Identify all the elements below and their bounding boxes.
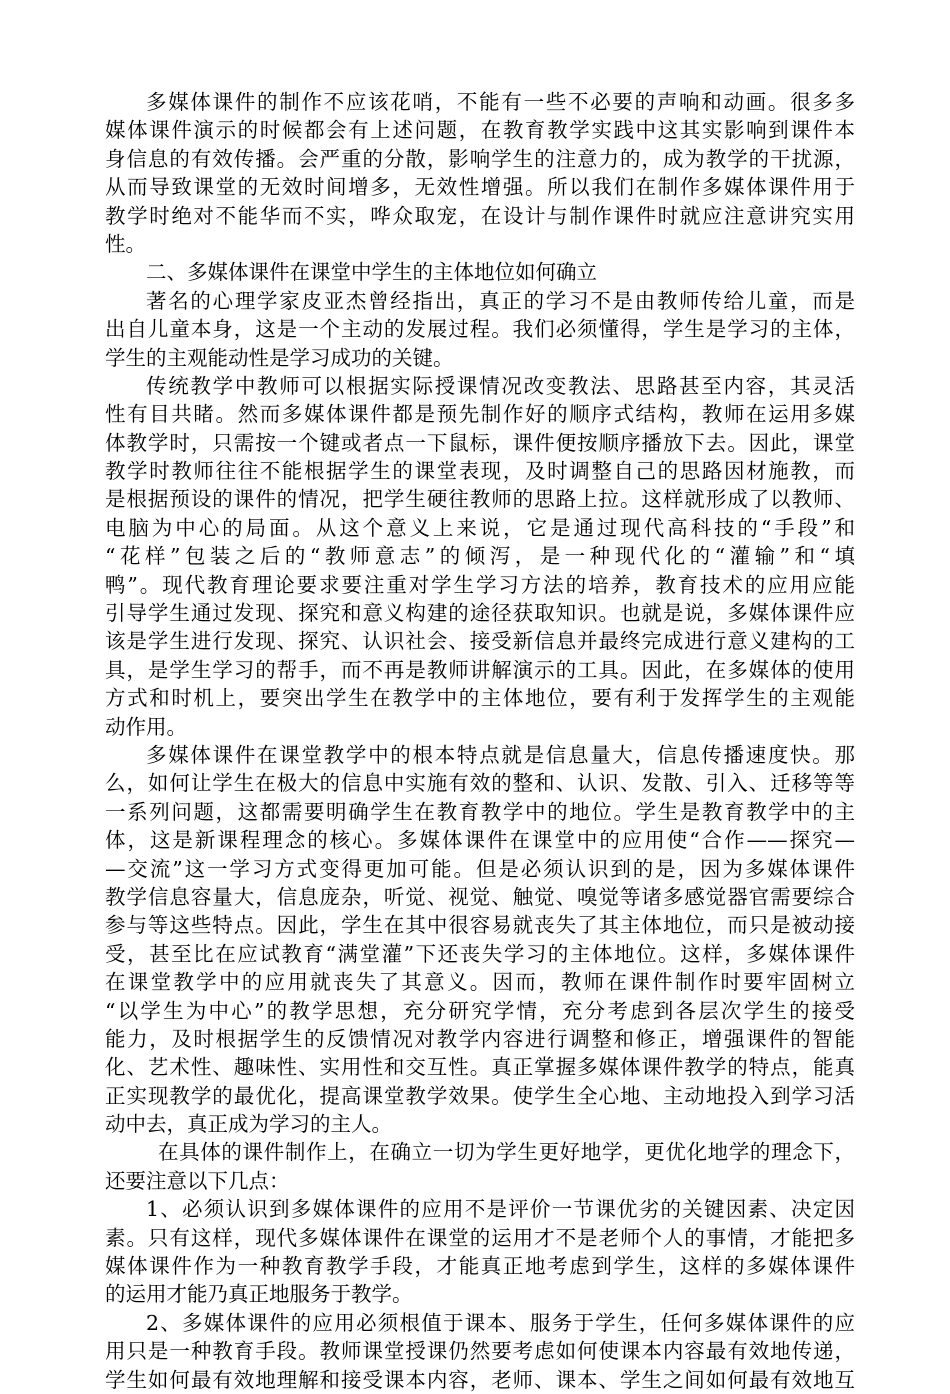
text-line: 该是学生进行发现、探究、认识社会、接受新信息并最终完成进行意义建构的工	[105, 629, 855, 654]
paragraph-information-volume	[105, 741, 855, 1138]
text-line: 体教学时，只需按一个键或者点一下鼠标，课件便按顺序播放下去。因此，课堂	[105, 430, 855, 455]
text-line: 媒体课件作为一种教育教学手段，才能真正地考虑到学生，这样的多媒体课件	[105, 1254, 855, 1279]
text-line: 媒体课件演示的时候都会有上述问题，在教育教学实践中这其实影响到课件本	[105, 118, 855, 143]
paragraph-points-intro	[105, 1138, 855, 1195]
text-line: 引导学生通过发现、探究和意义构建的途径获取知识。也就是说，多媒体课件应	[105, 601, 855, 626]
text-line: 身信息的有效传播。会严重的分散，影响学生的注意力的，成为教学的干扰源，	[105, 146, 855, 171]
paragraph-traditional-teaching	[105, 372, 855, 741]
text-line: —交流”这一学习方式变得更加可能。但是必须认识到的是，因为多媒体课件	[105, 856, 855, 881]
text-line: 出自儿童本身，这是一个主动的发展过程。我们必须懂得，学生是学习的主体，	[105, 317, 855, 342]
text-line: 在具体的课件制作上，在确立一切为学生更好地学，更优化地学的理念下，	[158, 1140, 855, 1165]
text-line: 从而导致课堂的无效时间增多，无效性增强。所以我们在制作多媒体课件用于	[105, 175, 855, 200]
text-line: “以学生为中心”的教学思想，充分研究学情，充分考虑到各层次学生的接受	[105, 998, 855, 1023]
text-line: 教学信息容量大，信息庞杂，听觉、视觉、触觉、嗅觉等诸多感觉器官需要综合	[105, 884, 855, 909]
text-line: 一系列问题，这都需要明确学生在教育教学中的地位。学生是教育教学中的主	[105, 799, 855, 824]
text-line: 2、多媒体课件的应用必须根值于课本、服务于学生，任何多媒体课件的应	[146, 1310, 855, 1335]
text-line: 具，是学生学习的帮手，而不再是教师讲解演示的工具。因此，在多媒体的使用	[105, 657, 855, 682]
text-line: 性。	[105, 231, 146, 256]
section-heading	[105, 258, 855, 286]
text-line: 教学时教师往往不能根据学生的课堂表现，及时调整自己的思路因材施教，而	[105, 459, 855, 484]
heading-line: 二、多媒体课件在课堂中学生的主体地位如何确立	[146, 260, 597, 285]
text-line: 受，甚至比在应试教育“满堂灌”下还丧失学习的主体地位。这样，多媒体课件	[105, 941, 855, 966]
text-line: 多媒体课件的制作不应该花哨，不能有一些不必要的声响和动画。很多多	[146, 90, 855, 114]
text-line: 动中去，真正成为学习的主人。	[105, 1112, 392, 1137]
text-line: 方式和时机上，要突出学生在教学中的主体地位，要有利于发挥学生的主观能	[105, 686, 855, 711]
text-line: “花样”包装之后的“教师意志”的倾泻，是一种现代化的“灌输”和“填	[105, 544, 855, 569]
text-line: 鸭”。现代教育理论要求要注重对学生学习方法的培养，教育技术的应用应能	[105, 572, 855, 597]
text-line: 参与等这些特点。因此，学生在其中很容易就丧失了其主体地位，而只是被动接	[105, 913, 855, 938]
text-line: 在课堂教学中的应用就丧失了其意义。因而，教师在课件制作时要牢固树立	[105, 970, 855, 995]
text-line: 著名的心理学家皮亚杰曾经指出，真正的学习不是由教师传给儿童，而是	[146, 288, 855, 313]
text-line: 动作用。	[105, 714, 187, 739]
text-line: 性有目共睹。然而多媒体课件都是预先制作好的顺序式结构，教师在运用多媒	[105, 402, 855, 427]
text-line: 的运用才能乃真正地服务于教学。	[105, 1282, 413, 1307]
text-line: 能力，及时根据学生的反馈情况对教学内容进行调整和修正，增强课件的智能	[105, 1026, 855, 1051]
text-line: 学生的主观能动性是学习成功的关键。	[105, 345, 454, 370]
text-line: 是根据预设的课件的情况，把学生硬往教师的思路上拉。这样就形成了以教师、	[105, 487, 855, 512]
list-item-point-2	[105, 1309, 855, 1394]
text-line: 电脑为中心的局面。从这个意义上来说，它是通过现代高科技的“手段”和	[105, 515, 855, 540]
text-line: 多媒体课件在课堂教学中的根本特点就是信息量大，信息传播速度快。那	[146, 742, 855, 767]
text-line: 教学时绝对不能华而不实，哗众取宠，在设计与制作课件时就应注意讲究实用	[105, 203, 855, 228]
text-line: 用只是一种教育手段。教师课堂授课仍然要考虑如何使课本内容最有效地传递，	[105, 1339, 855, 1364]
text-line: 么，如何让学生在极大的信息中实施有效的整和、认识、发散、引入、迁移等等	[105, 771, 855, 796]
text-line: 化、艺术性、趣味性、实用性和交互性。真正掌握多媒体课件教学的特点，能真	[105, 1055, 855, 1080]
paragraph-piaget	[105, 287, 855, 372]
paragraph-intro	[105, 88, 855, 258]
text-line: 学生如何最有效地理解和接受课本内容，老师、课本、学生之间如何最有效地互	[105, 1367, 855, 1392]
text-line: 1、必须认识到多媒体课件的应用不是评价一节课优劣的关键因素、决定因	[146, 1197, 855, 1222]
list-item-point-1	[105, 1195, 855, 1309]
text-line: 正实现教学的最优化，提高课堂教学效果。使学生全心地、主动地投入到学习活	[105, 1083, 855, 1108]
text-line: 体，这是新课程理念的核心。多媒体课件在课堂中的应用使“合作——探究—	[105, 828, 855, 853]
text-line: 传统教学中教师可以根据实际授课情况改变教法、思路甚至内容，其灵活	[146, 373, 855, 398]
text-line: 素。只有这样，现代多媒体课件在课堂的运用才不是老师个人的事情，才能把多	[105, 1225, 855, 1250]
text-line: 还要注意以下几点：	[105, 1168, 290, 1193]
